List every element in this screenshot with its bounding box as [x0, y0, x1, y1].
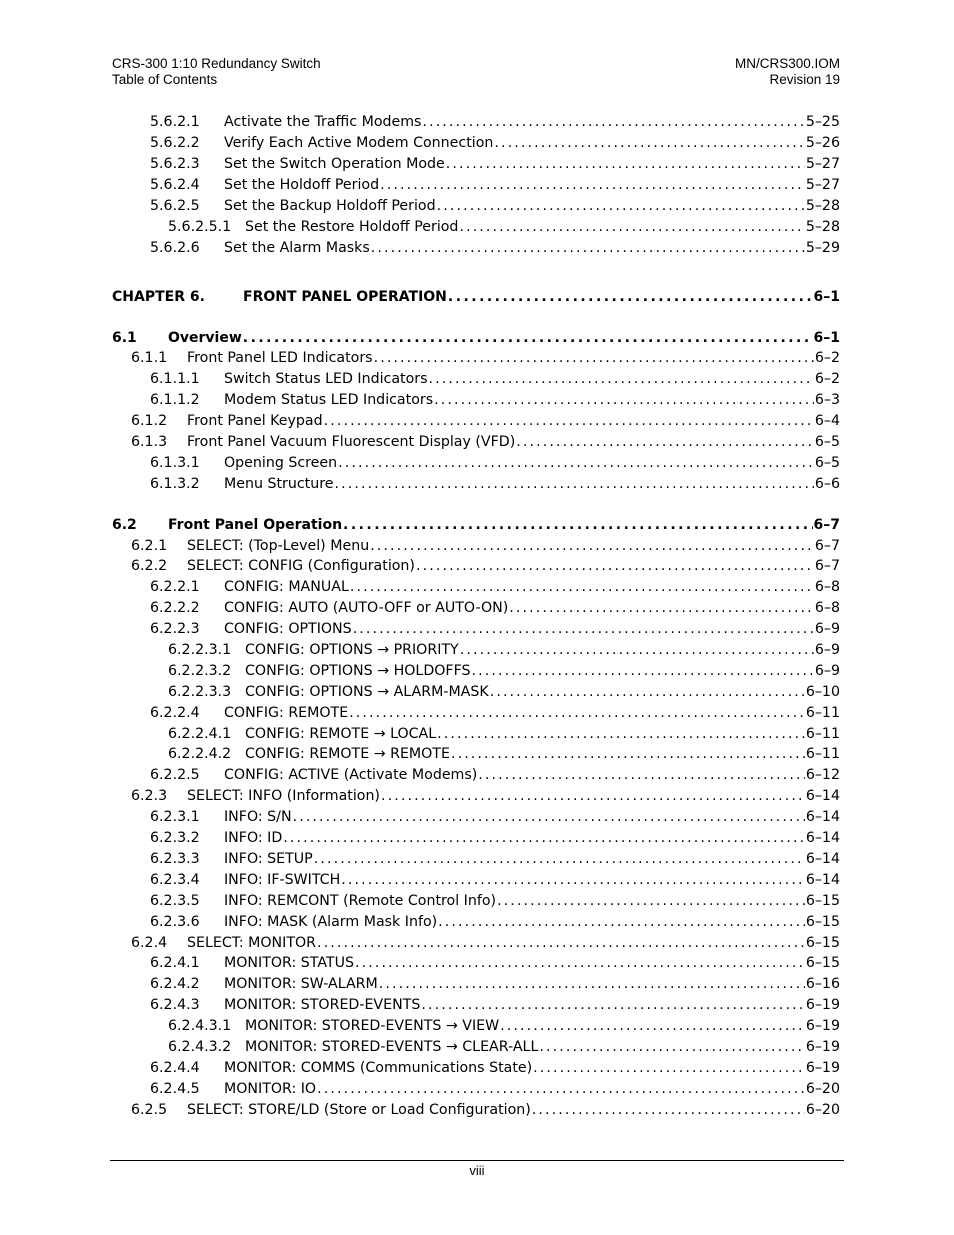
toc-entry[interactable] [112, 327, 840, 348]
dot-leader [509, 600, 814, 616]
toc-entry-page: 6–20 [805, 1101, 840, 1118]
toc-entry-page: 5–26 [805, 135, 840, 152]
toc-entry-line [224, 598, 840, 619]
toc-entry-number: 6.2.2 [131, 558, 168, 575]
toc-entry[interactable] [112, 286, 840, 307]
toc-entry[interactable] [112, 432, 840, 453]
toc-entry-number: 6.2.3.2 [150, 830, 200, 847]
toc-entry[interactable] [112, 765, 840, 786]
dot-leader [446, 156, 805, 172]
toc-entry[interactable] [112, 216, 840, 237]
toc-entry-number: 6.2.5 [131, 1101, 168, 1118]
dot-leader [338, 455, 814, 471]
toc-entry-number: 6.2.1 [131, 537, 168, 554]
dot-leader [494, 135, 804, 151]
toc-entry-line [224, 869, 840, 890]
toc-entry-page: 6–5 [814, 454, 840, 471]
toc-entry-line [187, 535, 840, 556]
toc-entry[interactable] [112, 348, 840, 369]
toc-entry-title: CONFIG: MANUAL [224, 579, 349, 596]
toc-entry-title: Set the Backup Holdoff Period [224, 198, 436, 214]
toc-entry-title: Front Panel Vacuum Fluorescent Display (VFD) [187, 434, 516, 451]
toc-entry-line [224, 619, 840, 640]
toc-entry[interactable] [112, 154, 840, 175]
toc-entry-line [243, 286, 840, 307]
toc-entry-page: 6–19 [805, 1059, 840, 1076]
toc-entry-page: 6–14 [805, 871, 840, 888]
toc-entry-page: 6–15 [805, 892, 840, 909]
toc-entry[interactable] [112, 196, 840, 217]
toc-entry-line [168, 514, 840, 535]
dot-leader [429, 371, 814, 387]
document-title: CRS-300 1:10 Redundancy Switch [112, 56, 321, 71]
toc-entry-line [187, 1099, 840, 1120]
toc-entry-line [224, 953, 840, 974]
toc-entry-line [224, 237, 840, 258]
toc-entry-title: INFO: S/N [224, 809, 292, 826]
toc-entry-line [224, 473, 840, 494]
toc-entry-title: SELECT: MONITOR [187, 934, 317, 951]
running-header-left [112, 56, 321, 88]
toc-entry-page: 6–6 [814, 475, 840, 492]
running-header-right [735, 56, 840, 88]
toc-entry-title: CONFIG: OPTIONS → ALARM-MASK [245, 683, 489, 700]
toc-entry-page: 6–15 [805, 913, 840, 930]
toc-entry-page: 6–14 [805, 830, 840, 847]
toc-entry[interactable] [112, 681, 840, 702]
dot-leader [434, 392, 814, 408]
dot-leader [516, 434, 814, 450]
toc-entry-title: Front Panel LED Indicators [187, 350, 373, 367]
toc-entry-title: MONITOR: STORED-EVENTS [224, 997, 421, 1014]
toc-entry[interactable] [112, 890, 840, 911]
toc-entry[interactable] [112, 1078, 840, 1099]
toc-entry-page: 5–27 [805, 156, 840, 173]
dot-leader [381, 788, 805, 804]
toc-entry-page: 6–3 [814, 392, 840, 409]
toc-entry-page: 6–1 [813, 329, 840, 346]
dot-leader [317, 935, 805, 951]
toc-entry-page: 5–27 [805, 177, 840, 194]
toc-entry-page: 6–11 [805, 746, 840, 763]
toc-entry-line [224, 369, 840, 390]
toc-entry-number: 6.2.3 [131, 788, 168, 805]
toc-entry[interactable] [112, 514, 840, 535]
toc-entry-page: 6–10 [805, 683, 840, 700]
toc-spacer [112, 307, 840, 327]
toc-entry-title: MONITOR: STORED-EVENTS → VIEW [245, 1018, 500, 1035]
toc-entry[interactable] [112, 807, 840, 828]
toc-entry[interactable] [112, 473, 840, 494]
toc-entry-line [224, 196, 840, 217]
toc-entry-line [187, 348, 840, 369]
toc-entry-page: 5–28 [805, 218, 840, 235]
toc-entry-number: 6.2.3.5 [150, 892, 200, 909]
toc-entry-page: 6–14 [805, 788, 840, 805]
toc-entry-number: 6.1 [112, 329, 137, 346]
toc-entry-line [245, 660, 840, 681]
toc-entry-line [245, 1037, 840, 1058]
toc-entry-title: MONITOR: SW-ALARM [224, 976, 378, 993]
toc-entry-title: SELECT: CONFIG (Configuration) [187, 558, 415, 575]
toc-entry[interactable] [112, 702, 840, 723]
toc-entry-page: 6–15 [805, 934, 840, 951]
toc-entry-page: 6–11 [805, 725, 840, 742]
dot-leader [460, 642, 814, 658]
toc-entry-number: 6.2.4.3 [150, 997, 200, 1014]
toc-entry-title: Set the Switch Operation Mode [224, 156, 445, 173]
toc-entry-number: 6.2.2.1 [150, 579, 200, 596]
toc-entry[interactable] [112, 660, 840, 681]
toc-entry-title: Front Panel Keypad [187, 413, 323, 430]
toc-entry-page: 6–14 [805, 850, 840, 867]
toc-entry-title: CONFIG: REMOTE [224, 704, 349, 721]
toc-entry-title: CONFIG: REMOTE → REMOTE [245, 746, 450, 763]
toc-entry[interactable] [112, 911, 840, 932]
toc-entry-number: 5.6.2.2 [150, 135, 200, 152]
toc-entry-line [224, 452, 840, 473]
toc-entry-number: 6.1.3.2 [150, 475, 200, 492]
toc-entry-title: INFO: IF-SWITCH [224, 871, 341, 888]
toc-entry[interactable] [112, 112, 840, 133]
toc-entry[interactable] [112, 995, 840, 1016]
toc-entry-page: 6–4 [814, 413, 840, 430]
dot-leader [317, 1081, 805, 1097]
dot-leader [379, 976, 805, 992]
dot-leader [334, 476, 813, 492]
document-number: MN/CRS300.IOM [734, 56, 840, 71]
toc-entry-line [224, 702, 840, 723]
dot-leader [341, 872, 805, 888]
toc-entry-title: Set the Restore Holdoff Period [245, 218, 459, 235]
dot-leader [314, 851, 805, 867]
toc-entry-number: 5.6.2.6 [150, 239, 200, 256]
toc-entry-title: FRONT PANEL OPERATION [243, 288, 447, 305]
toc-entry-line [224, 154, 840, 175]
toc-entry-line [187, 556, 840, 577]
dot-leader [355, 955, 805, 971]
toc-entry[interactable] [112, 452, 840, 473]
table-of-contents [112, 112, 840, 1120]
toc-entry[interactable] [112, 1099, 840, 1120]
toc-entry-title: Menu Structure [224, 475, 334, 492]
toc-entry-number: 6.2.2.2 [150, 600, 200, 617]
dot-leader [243, 330, 813, 346]
toc-entry-number: 6.2.3.4 [150, 871, 200, 888]
toc-entry-line [245, 744, 840, 765]
toc-entry[interactable] [112, 786, 840, 807]
toc-entry-title: INFO: ID [224, 830, 283, 847]
toc-entry[interactable] [112, 723, 840, 744]
dot-leader [371, 240, 805, 256]
toc-entry-line [224, 1078, 840, 1099]
dot-leader [448, 289, 813, 305]
toc-entry-line [224, 828, 840, 849]
page-number: viii [469, 1163, 485, 1178]
toc-entry-title: Activate the Traffic Modems [224, 114, 422, 131]
toc-entry-number: 6.2.4.3.2 [168, 1038, 232, 1055]
toc-entry-line [224, 133, 840, 154]
toc-entry-number: 5.6.2.1 [150, 114, 200, 131]
footer-rule [110, 1160, 844, 1161]
toc-entry-number: 6.1.3.1 [150, 454, 200, 471]
toc-entry-number: 6.1.2 [131, 413, 168, 430]
toc-entry-number: 6.2.3.3 [150, 850, 200, 867]
toc-entry-number: 6.2.3.6 [150, 913, 200, 930]
toc-entry-number: 5.6.2.3 [150, 156, 200, 173]
toc-entry-number: 6.2.2.3 [150, 621, 200, 638]
toc-entry[interactable] [112, 744, 840, 765]
toc-entry[interactable] [112, 974, 840, 995]
toc-spacer [112, 494, 840, 514]
toc-entry-page: 6–7 [814, 537, 840, 554]
toc-entry-line [187, 411, 840, 432]
toc-entry-page: 6–12 [805, 767, 840, 784]
toc-spacer [112, 258, 840, 286]
dot-leader [438, 914, 805, 930]
dot-leader [533, 1060, 805, 1076]
toc-entry-number: 6.2.3.1 [150, 809, 200, 826]
toc-entry-title: Opening Screen [224, 454, 338, 471]
toc-entry-number: 6.1.1.1 [150, 371, 200, 388]
toc-entry[interactable] [112, 369, 840, 390]
toc-entry-number: 6.2.4.5 [150, 1080, 200, 1097]
toc-entry-title: CONFIG: AUTO (AUTO-OFF or AUTO-ON) [224, 600, 509, 617]
toc-entry-line [224, 112, 840, 133]
dot-leader [416, 558, 814, 574]
dot-leader [437, 198, 805, 214]
toc-entry-line [187, 432, 840, 453]
toc-entry-line [187, 932, 840, 953]
toc-entry-page: 6–7 [814, 558, 840, 575]
toc-entry-title: SELECT: (Top-Level) Menu [187, 537, 370, 554]
toc-entry-number: 6.2.2.4.1 [168, 725, 232, 742]
dot-leader [497, 893, 805, 909]
toc-entry-title: MONITOR: STORED-EVENTS → CLEAR-ALL [245, 1038, 539, 1055]
toc-entry-title: MONITOR: COMMS (Communications State) [224, 1059, 533, 1076]
toc-entry-title: CONFIG: REMOTE → LOCAL [245, 725, 437, 742]
toc-entry-page: 6–1 [813, 288, 840, 305]
toc-entry-line [245, 640, 840, 661]
dot-leader [293, 809, 805, 825]
toc-entry-title: CONFIG: OPTIONS → PRIORITY [245, 642, 459, 659]
toc-entry-title: Switch Status LED Indicators [224, 371, 428, 388]
toc-entry-line [224, 390, 840, 411]
toc-entry-title: Front Panel Operation [168, 516, 343, 533]
toc-entry-number: 6.2.2.3.2 [168, 662, 232, 679]
toc-entry-line [245, 216, 840, 237]
toc-entry-number: 6.2.2.3.1 [168, 642, 232, 659]
toc-entry[interactable] [112, 869, 840, 890]
dot-leader [283, 830, 805, 846]
toc-entry-title: Overview [168, 329, 242, 346]
toc-entry-line [224, 911, 840, 932]
toc-entry-page: 5–29 [805, 239, 840, 256]
toc-entry-page: 6–8 [814, 600, 840, 617]
dot-leader [353, 621, 814, 637]
toc-entry-title: Verify Each Active Modem Connection [224, 135, 494, 152]
toc-entry-page: 5–28 [805, 198, 840, 214]
toc-entry-line [224, 577, 840, 598]
toc-entry-number: CHAPTER 6. [112, 288, 205, 305]
toc-entry[interactable] [112, 849, 840, 870]
toc-entry-page: 6–19 [805, 997, 840, 1014]
dot-leader [459, 219, 804, 235]
toc-entry[interactable] [112, 535, 840, 556]
toc-entry-line [224, 807, 840, 828]
toc-entry-page: 6–16 [805, 976, 840, 993]
toc-entry-number: 6.1.1 [131, 350, 168, 367]
toc-entry-number: 6.2.4 [131, 934, 168, 951]
dot-leader [478, 767, 805, 783]
toc-entry-line [224, 849, 840, 870]
toc-entry-title: MONITOR: IO [224, 1080, 317, 1097]
toc-entry-line [168, 327, 840, 348]
toc-entry-line [224, 1057, 840, 1078]
toc-entry-line [224, 175, 840, 196]
toc-entry-title: CONFIG: ACTIVE (Activate Modems) [224, 767, 478, 784]
dot-leader [380, 177, 805, 193]
toc-entry-title: SELECT: STORE/LD (Store or Load Configuration) [187, 1101, 531, 1118]
toc-entry-line [224, 995, 840, 1016]
toc-entry[interactable] [112, 133, 840, 154]
toc-entry-number: 6.1.1.2 [150, 392, 200, 409]
toc-entry-number: 6.1.3 [131, 434, 168, 451]
toc-entry-title: CONFIG: OPTIONS [224, 621, 352, 638]
toc-entry-page: 6–9 [814, 642, 840, 659]
toc-entry-title: MONITOR: STATUS [224, 955, 354, 972]
toc-entry-page: 6–9 [814, 662, 840, 679]
toc-entry-line [224, 765, 840, 786]
dot-leader [350, 579, 814, 595]
dot-leader [343, 517, 812, 533]
dot-leader [539, 1039, 804, 1055]
toc-entry-number: 6.2.4.2 [150, 976, 200, 993]
toc-entry-page: 6–2 [814, 350, 840, 367]
toc-entry-page: 6–8 [814, 579, 840, 596]
toc-entry-title: Set the Holdoff Period [224, 177, 380, 194]
toc-entry-title: INFO: SETUP [224, 850, 313, 867]
toc-entry-title: INFO: MASK (Alarm Mask Info) [224, 913, 438, 930]
toc-entry[interactable] [112, 640, 840, 661]
dot-leader [370, 538, 814, 554]
toc-entry-title: SELECT: INFO (Information) [187, 788, 380, 805]
toc-entry-number: 6.2.2.3.3 [168, 683, 232, 700]
toc-entry[interactable] [112, 390, 840, 411]
toc-entry-number: 5.6.2.5 [150, 198, 200, 214]
toc-entry-line [245, 1016, 840, 1037]
toc-entry-page: 6–11 [805, 704, 840, 721]
toc-entry-number: 6.2.2.4 [150, 704, 200, 721]
dot-leader [324, 413, 814, 429]
revision-label: Revision 19 [769, 72, 840, 87]
toc-entry[interactable] [112, 1016, 840, 1037]
dot-leader [437, 726, 805, 742]
toc-entry[interactable] [112, 619, 840, 640]
toc-entry-page: 6–5 [814, 434, 840, 451]
toc-entry-page: 6–19 [805, 1018, 840, 1035]
toc-entry[interactable] [112, 577, 840, 598]
dot-leader [451, 746, 805, 762]
dot-leader [349, 705, 805, 721]
dot-leader [422, 114, 804, 130]
toc-entry-number: 6.2.2.4.2 [168, 746, 232, 763]
toc-entry[interactable] [112, 828, 840, 849]
toc-entry-line [224, 890, 840, 911]
toc-entry[interactable] [112, 556, 840, 577]
toc-entry-page: 6–2 [814, 371, 840, 388]
toc-entry-page: 6–20 [805, 1080, 840, 1097]
toc-entry-title: CONFIG: OPTIONS → HOLDOFFS [245, 662, 471, 679]
dot-leader [490, 684, 805, 700]
toc-entry[interactable] [112, 411, 840, 432]
section-title: Table of Contents [112, 72, 218, 87]
dot-leader [374, 350, 814, 366]
toc-entry-page: 6–15 [805, 955, 840, 972]
toc-entry-page: 5–25 [805, 114, 840, 131]
toc-entry-line [245, 723, 840, 744]
toc-entry-page: 6–19 [805, 1038, 840, 1055]
toc-entry[interactable] [112, 1057, 840, 1078]
toc-entry-page: 6–9 [814, 621, 840, 638]
toc-entry[interactable] [112, 175, 840, 196]
toc-entry[interactable] [112, 237, 840, 258]
toc-entry-number: 6.2.2.5 [150, 767, 200, 784]
toc-entry-title: Modem Status LED Indicators [224, 392, 434, 409]
toc-entry-line [224, 974, 840, 995]
dot-leader [472, 663, 814, 679]
toc-entry-number: 5.6.2.4 [150, 177, 200, 194]
toc-entry-line [245, 681, 840, 702]
toc-entry-number: 6.2 [112, 516, 137, 533]
toc-entry[interactable] [112, 953, 840, 974]
toc-entry-number: 6.2.4.1 [150, 955, 200, 972]
toc-entry-page: 6–14 [805, 809, 840, 826]
toc-entry[interactable] [112, 932, 840, 953]
toc-entry-number: 5.6.2.5.1 [168, 218, 232, 235]
toc-entry[interactable] [112, 598, 840, 619]
dot-leader [532, 1102, 805, 1118]
toc-entry-page: 6–7 [813, 516, 840, 533]
toc-entry-number: 6.2.4.4 [150, 1059, 200, 1076]
toc-entry-title: Set the Alarm Masks [224, 239, 370, 256]
toc-entry[interactable] [112, 1037, 840, 1058]
dot-leader [500, 1018, 805, 1034]
toc-entry-line [187, 786, 840, 807]
dot-leader [421, 997, 804, 1013]
toc-entry-number: 6.2.4.3.1 [168, 1018, 232, 1035]
toc-entry-title: INFO: REMCONT (Remote Control Info) [224, 892, 497, 909]
